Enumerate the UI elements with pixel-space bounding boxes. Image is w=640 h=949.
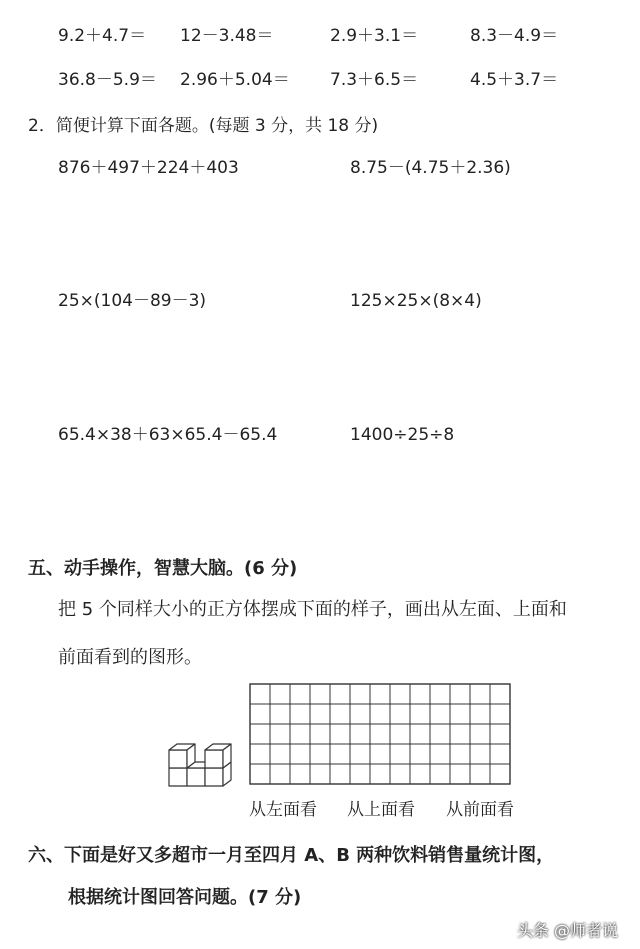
mental-math-r2-c1: 36.8－5.9＝ [58, 70, 157, 90]
watermark: 头条 @师者说 [516, 921, 618, 940]
view-label-left: 从左面看 [249, 800, 317, 820]
mental-math-r2-c4: 4.5＋3.7＝ [470, 70, 559, 90]
section6-heading-line2: 根据统计图回答问题。(7 分) [68, 887, 302, 908]
section5-instruction-line2: 前面看到的图形。 [58, 647, 202, 668]
cube-front-1 [169, 768, 187, 786]
view-label-front: 从前面看 [446, 800, 514, 820]
cube-front-3 [205, 768, 223, 786]
mental-math-r1-c4: 8.3－4.9＝ [470, 26, 559, 46]
view-label-top: 从上面看 [347, 800, 415, 820]
cubes-svg [163, 738, 235, 788]
grid-border [250, 684, 510, 784]
problem-2: 8.75－(4.75＋2.36) [350, 158, 511, 178]
section2-heading: 2．简便计算下面各题。(每题 3 分，共 18 分) [28, 116, 379, 136]
answer-grid [249, 683, 515, 789]
section5-heading: 五、动手操作，智慧大脑。(6 分) [28, 558, 298, 579]
section5-instruction-line1: 把 5 个同样大小的正方体摆成下面的样子，画出从左面、上面和 [58, 599, 567, 620]
problem-4: 125×25×(8×4) [350, 291, 482, 311]
cube-front-top-right [205, 750, 223, 768]
mental-math-r1-c3: 2.9＋3.1＝ [330, 26, 419, 46]
problem-6: 1400÷25÷8 [350, 425, 455, 445]
problem-1: 876＋497＋224＋403 [58, 158, 239, 178]
mental-math-r1-c2: 12－3.48＝ [180, 26, 274, 46]
mental-math-r1-c1: 9.2＋4.7＝ [58, 26, 147, 46]
cube-front-top-left [169, 750, 187, 768]
problem-5: 65.4×38＋63×65.4－65.4 [58, 425, 278, 445]
mental-math-r2-c2: 2.96＋5.04＝ [180, 70, 290, 90]
mental-math-r2-c3: 7.3＋6.5＝ [330, 70, 419, 90]
section6-heading-line1: 六、下面是好又多超市一月至四月 A、B 两种饮料销售量统计图， [28, 845, 555, 866]
problem-3: 25×(104－89－3) [58, 291, 207, 311]
cube-arrangement-figure [163, 738, 235, 792]
grid-svg [249, 683, 515, 785]
cube-front-2 [187, 768, 205, 786]
